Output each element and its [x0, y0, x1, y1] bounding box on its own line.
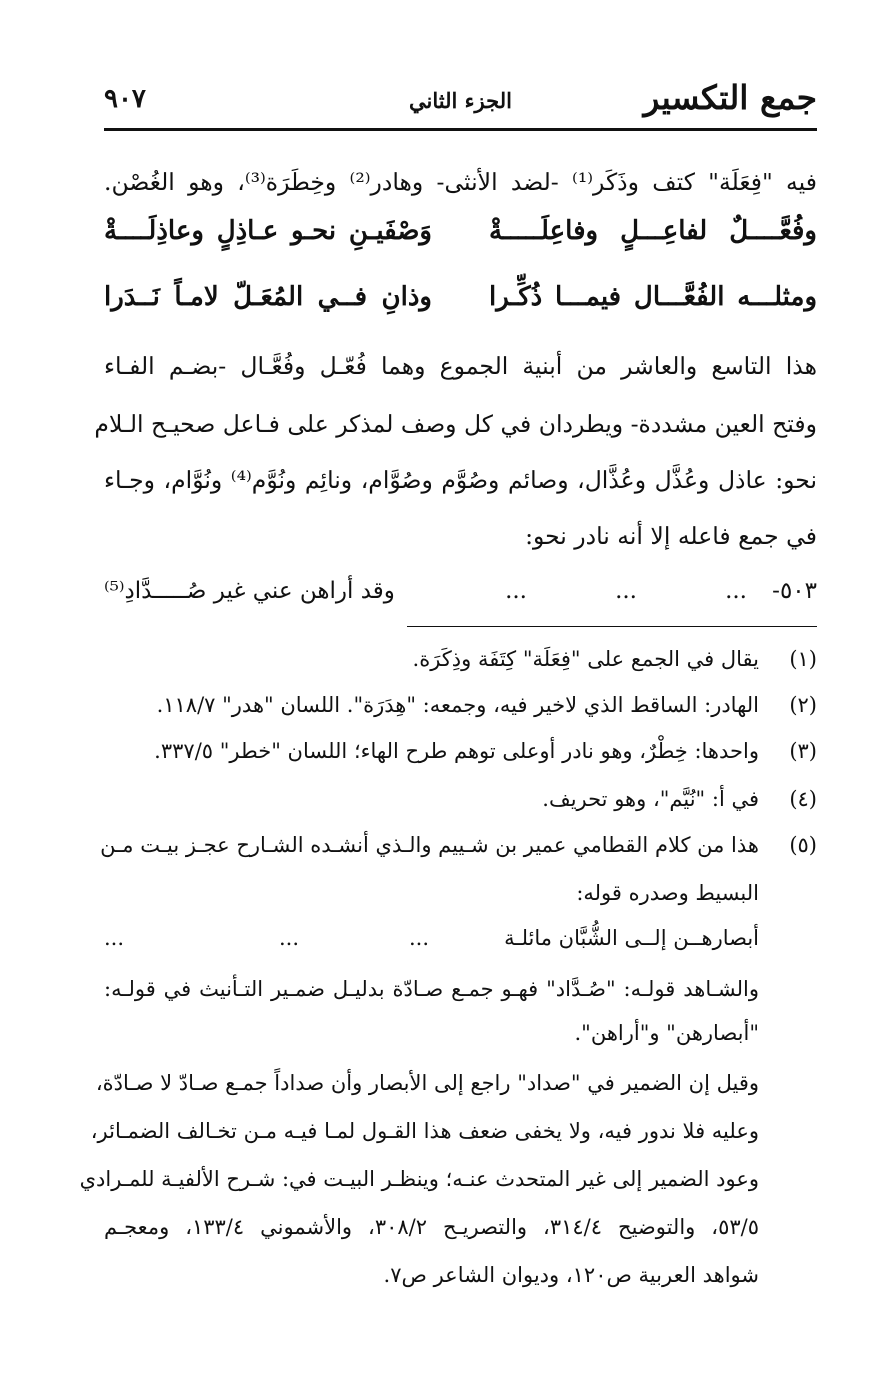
- ellipsis: ...: [725, 578, 747, 604]
- footnote-continuation: وعود الضمير إلى غير المتحدث عنـه؛ وينظـر البيـت في: شـرح الألفيـة للمـرادي: [79, 1167, 759, 1191]
- footnote-number: (١): [789, 647, 817, 671]
- footnote-text: الهادر: الساقط الذي لاخير فيه، وجمعه: "هِدَرَة". اللسان "هدر" ١١٨/٧.: [156, 693, 759, 717]
- paragraph-line: وفتح العين مشددة- ويطردان في كل وصف لمذكر على فـاعل صحيـح الـلام: [94, 410, 817, 438]
- footnote-number: (٣): [789, 739, 817, 763]
- verse-503: [104, 578, 817, 612]
- footnote-continuation: البسيط وصدره قوله:: [576, 881, 759, 905]
- footnote-number: (٤): [789, 787, 817, 811]
- footnote-continuation: ٥٣/٥، والتوضيح ٣١٤/٤، والتصريـح ٣٠٨/٢، والأشموني ١٣٣/٤، ومعجـم: [104, 1215, 759, 1239]
- intro-line: فيه "فِعَلَة" كتف وذَكَر⁽¹⁾ -لضد الأنثى- وهادر⁽²⁾ وخِطَرَة⁽³⁾، وهو الغُصْن.: [104, 168, 817, 196]
- verse-1-second-hemistich: وَصْفَيـنِ نحـو عـاذِلٍ وعاذِلَــــةْ: [104, 216, 432, 246]
- paragraph-line: نحو: عاذل وعُذَّل وعُذَّال، وصائم وصُوَّم وصُوَّام، ونائِم ونُوَّم⁽⁴⁾ ونُوَّام، وجـاء: [104, 466, 818, 494]
- ellipsis: ...: [408, 926, 429, 950]
- ellipsis: ...: [615, 578, 637, 604]
- chapter-title: جمع التكسير: [643, 78, 817, 117]
- footnote-continuation: والشـاهد قولـه: "صُـدَّاد" فهـو جمـع صـادّة بدليـل ضمـير التـأنيث في قولـه:: [104, 977, 759, 1001]
- cited-hemistich: [104, 926, 759, 956]
- paragraph-line: هذا التاسع والعاشر من أبنية الجموع وهما فُعّـل وفُعَّـال -بضـم الفـاء: [104, 352, 817, 380]
- footnote-text: واحدها: خِطْرٌ، وهو نادر أوعلى توهم طرح الهاء؛ اللسان "خطر" ٣٣٧/٥.: [154, 739, 759, 763]
- footnote-separator: [407, 626, 817, 627]
- ellipsis: ...: [505, 578, 527, 604]
- verse-1-first-hemistich: وفُعَّــــلٌ لفاعِـــلٍ وفاعِلَـــــةْ: [489, 216, 817, 246]
- verse-1: [104, 216, 817, 256]
- page-number: ٩٠٧: [104, 84, 146, 114]
- header-rule: [104, 128, 817, 131]
- part-label: الجزء الثاني: [409, 88, 512, 113]
- footnote-number: (٢): [789, 693, 817, 717]
- hemistich-text: أبصارهــن إلــى الشُّبَّان مائلـة: [504, 926, 759, 950]
- footnote-continuation: "أبصارهن" و"أراهن".: [574, 1021, 759, 1045]
- footnote-number: (٥): [789, 833, 817, 857]
- footnote-text: هذا من كلام القطامي عمير بن شـييم والـذي أنشـده الشـارح عجـز بيـت مـن: [100, 833, 759, 857]
- paragraph-line: في جمع فاعله إلا أنه نادر نحو:: [525, 522, 817, 550]
- verse-2-first-hemistich: ومثلـــه الفُعَّـــال فيمـــا ذُكِّـرا: [489, 282, 817, 312]
- verse-2-second-hemistich: وذانِ فــي المُعَـلّ لامـاً نَــدَرا: [104, 282, 432, 312]
- verse-2: [104, 282, 817, 322]
- footnote-continuation: وقيل إن الضمير في "صداد" راجع إلى الأبصار وأن صداداً جمـع صـادّ لا صـادّة،: [95, 1071, 759, 1095]
- verse-hemistich: وقد أراهن عني غير صُـــــدَّادِ⁽⁵⁾: [104, 578, 395, 604]
- footnote-text: في أ: "نُيَّم"، وهو تحريف.: [542, 787, 759, 811]
- ellipsis: ...: [104, 926, 125, 950]
- page-header: [104, 78, 817, 128]
- footnote-continuation: وعليه فلا ندور فيه، ولا يخفى ضعف هذا القـول لمـا فيـه مـن تخـالف الضمـائر،: [90, 1119, 759, 1143]
- footnote-text: يقال في الجمع على "فِعَلَة" كِتَفَة وذِكَرَة.: [412, 647, 759, 671]
- document-page: [79, 0, 818, 1379]
- ellipsis: ...: [278, 926, 299, 950]
- footnote-continuation: شواهد العربية ص١٢٠، وديوان الشاعر ص٧.: [383, 1263, 759, 1287]
- verse-number: ٥٠٣-: [772, 578, 817, 604]
